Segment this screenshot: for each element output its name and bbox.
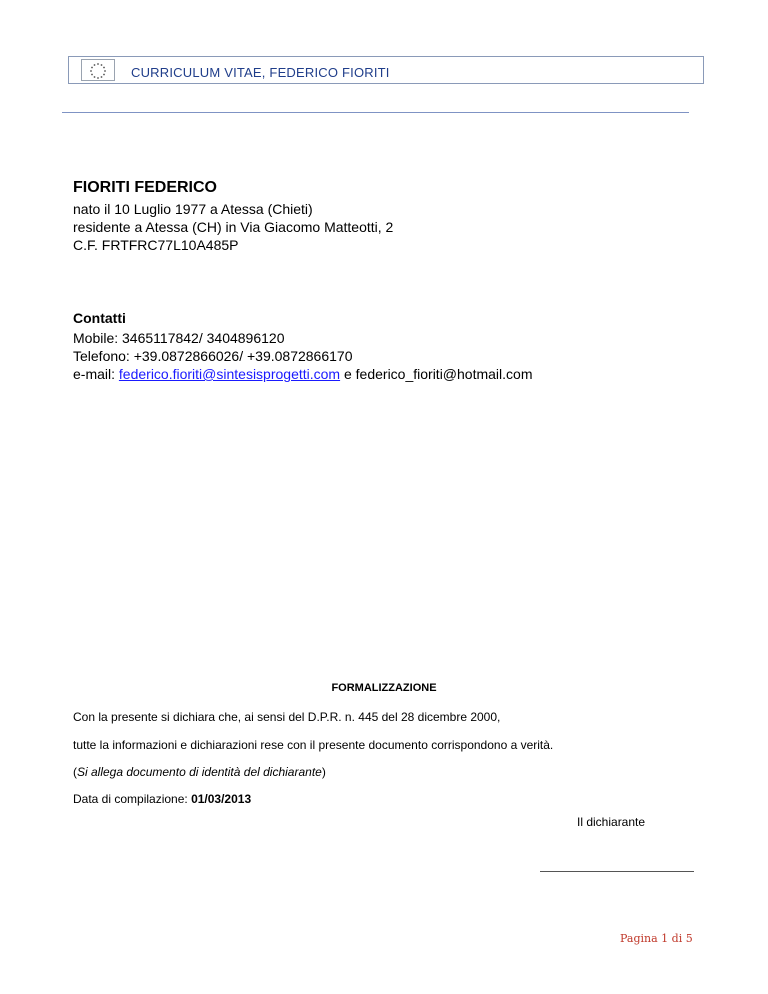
declaration-line-1: Con la presente si dichiara che, ai sensi del D.P.R. n. 445 del 28 dicembre 2000, [73, 710, 501, 724]
date-label: Data di compilazione: [73, 792, 192, 806]
eu-flag-icon [81, 59, 115, 81]
email-secondary: e federico_fioriti@hotmail.com [340, 366, 533, 382]
header-box [68, 56, 704, 84]
page-number: Pagina 1 di 5 [620, 932, 693, 945]
header-title: CURRICULUM VITAE, FEDERICO FIORITI [131, 65, 390, 80]
mobile-number: Mobile: 3465117842/ 3404896120 [73, 330, 285, 346]
contacts-title: Contatti [73, 310, 126, 326]
email-link[interactable]: federico.fioriti@sintesisprogetti.com [118, 366, 341, 382]
attachment-text: Si allega documento di identità del dichiarante [77, 765, 322, 779]
attachment-paren-open: ( [73, 765, 77, 779]
email-line [73, 365, 533, 383]
header-divider [62, 112, 689, 113]
date-value: 01/03/2013 [191, 792, 252, 806]
compilation-date [73, 792, 251, 806]
email-label: e-mail: [73, 366, 119, 382]
declaration-line-2: tutte la informazioni e dichiarazioni rese con il presente documento corrispondono a verità. [73, 738, 554, 752]
attachment-paren-close: ) [321, 765, 326, 779]
residence-info: residente a Atessa (CH) in Via Giacomo Matteotti, 2 [73, 219, 394, 235]
signatory-label: Il dichiarante [577, 815, 646, 829]
tax-code: C.F. FRTFRC77L10A485P [73, 237, 239, 253]
signature-line [540, 871, 694, 872]
birth-info: nato il 10 Luglio 1977 a Atessa (Chieti) [73, 201, 313, 217]
person-name: FIORITI FEDERICO [73, 179, 217, 196]
attachment-note [73, 765, 326, 779]
formalization-title: FORMALIZZAZIONE [331, 682, 437, 694]
phone-number: Telefono: +39.0872866026/ +39.0872866170 [73, 348, 353, 364]
